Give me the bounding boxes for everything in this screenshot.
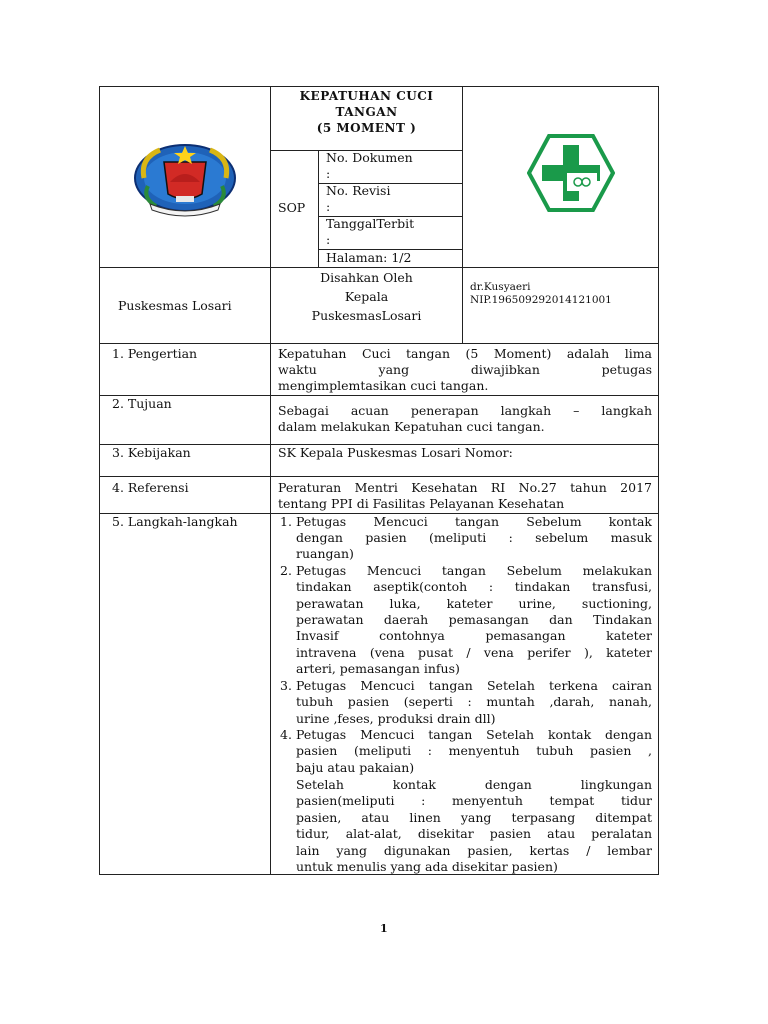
step-line: tindakan aseptik(contoh : tindakan transfusi, (296, 579, 652, 594)
unit-name: Puskesmas Losari (118, 298, 232, 313)
step-line: Petugas Mencuci tangan Setelah kontak dengan (296, 727, 652, 742)
definition-line: mengimplemtasikan cuci tangan. (278, 378, 489, 393)
step-number: 4. (280, 727, 292, 742)
step-line: ruangan) (296, 546, 354, 561)
page-number: 1 (380, 922, 388, 935)
title-line: TANGAN (335, 105, 398, 119)
revision-colon: : (326, 199, 331, 214)
step-line: pasien(meliputi : menyentuh tempat tidur (296, 793, 652, 808)
step-number: 3. (280, 678, 292, 693)
sop-label: SOP (278, 200, 306, 215)
step-line: untuk menulis yang ada disekitar pasien) (296, 859, 558, 874)
issue-date-label: TanggalTerbit (326, 216, 415, 231)
step-line: pasien, atau linen yang terpasang ditempat (296, 810, 652, 825)
approval-block (271, 268, 462, 325)
signer-nip: NIP.196509292014121001 (470, 294, 612, 306)
step-line: Petugas Mencuci tangan Sebelum kontak (296, 514, 652, 529)
step-line: baju atau pakaian) (296, 760, 415, 775)
step-line: intravena (vena pusat / vena perifer ), kateter (296, 645, 652, 660)
step-line: tubuh pasien (seperti : muntah ,darah, nanah, (296, 694, 652, 709)
section-label: 5. Langkah-langkah (112, 514, 238, 529)
step-number: 1. (280, 514, 292, 529)
step-line: arteri, pemasangan infus) (296, 661, 460, 676)
revision-label: No. Revisi (326, 183, 391, 198)
approval-line: Disahkan Oleh (320, 270, 413, 285)
step-line: urine ,feses, produksi drain dll) (296, 711, 496, 726)
step-line: tidur, alat-alat, disekitar pasien atau peralatan (296, 826, 652, 841)
step-line: dengan pasien (meliputi : sebelum masuk (296, 530, 652, 545)
document-title (271, 88, 462, 136)
step-line: Invasif contohnya pemasangan kateter (296, 628, 652, 643)
doc-number-label: No. Dokumen (326, 150, 413, 165)
step-line: perawatan daerah pemasangan dan Tindakan (296, 612, 652, 627)
purpose-line: Sebagai acuan penerapan langkah – langkah (278, 403, 652, 418)
step-line: Petugas Mencuci tangan Setelah terkena cairan (296, 678, 652, 693)
page-count-label: Halaman: 1/2 (326, 250, 412, 265)
purpose-line: dalam melakukan Kepatuhan cuci tangan. (278, 419, 545, 434)
step-line: Setelah kontak dengan lingkungan (296, 777, 652, 792)
definition-line: waktu yang diwajibkan petugas (278, 362, 652, 377)
definition-line: Kepatuhan Cuci tangan (5 Moment) adalah lima (278, 346, 652, 361)
signer-name: dr.Kusyaeri (470, 281, 531, 293)
step-line: pasien (meliputi : menyentuh tubuh pasien , (296, 743, 652, 758)
reference-line: Peraturan Mentri Kesehatan RI No.27 tahun 2017 (278, 480, 652, 495)
green-cross-health-icon (527, 133, 615, 213)
section-label: 4. Referensi (112, 480, 189, 495)
section-label: 2. Tujuan (112, 396, 172, 411)
section-label: 1. Pengertian (112, 346, 198, 361)
section-label: 3. Kebijakan (112, 445, 191, 460)
regency-emblem-icon (130, 138, 242, 220)
step-number: 2. (280, 563, 292, 578)
title-line: KEPATUHAN CUCI (299, 89, 434, 103)
step-line: perawatan luka, kateter urine, suctioning, (296, 596, 652, 611)
title-line: (5 MOMENT ) (316, 121, 417, 135)
step-line: lain yang digunakan pasien, kertas / lembar (296, 843, 652, 858)
issue-date-colon: : (326, 232, 331, 247)
reference-line: tentang PPI di Fasilitas Pelayanan Kesehatan (278, 496, 565, 511)
approval-line: PuskesmasLosari (311, 308, 422, 323)
doc-number-colon: : (326, 166, 331, 181)
step-line: Petugas Mencuci tangan Sebelum melakukan (296, 563, 652, 578)
policy-line: SK Kepala Puskesmas Losari Nomor: (278, 445, 513, 460)
approval-line: Kepala (344, 289, 389, 304)
